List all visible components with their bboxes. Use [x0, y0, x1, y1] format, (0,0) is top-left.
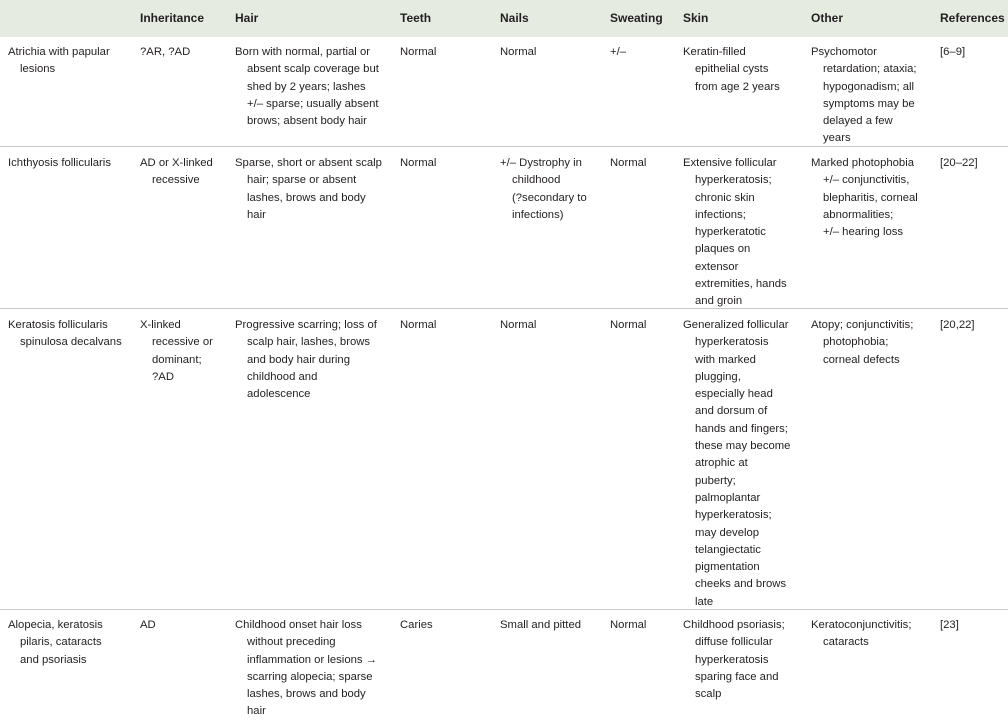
- cell-line: cheeks and brows: [695, 578, 787, 591]
- cell-line: retardation; ataxia;: [823, 63, 917, 76]
- cell-other: [811, 44, 917, 148]
- cell-line: scalp: [695, 688, 722, 701]
- cell-line: Childhood onset hair loss: [235, 619, 362, 631]
- cell-line: absent scalp coverage but: [247, 63, 379, 76]
- cell-line: corneal defects: [823, 353, 900, 366]
- cell-line: [23]: [940, 619, 959, 631]
- cell-line: Marked photophobia: [811, 157, 915, 169]
- cell-line: infections;: [695, 208, 746, 221]
- cell-line: inflammation or lesions →: [247, 653, 377, 666]
- cell-sweating: [610, 617, 646, 634]
- cell-line: Normal: [610, 157, 647, 169]
- cell-condition: [8, 44, 110, 79]
- cell-line: without preceding: [247, 636, 336, 649]
- cell-line: lesions: [20, 63, 56, 76]
- cell-line: cataracts: [823, 636, 869, 649]
- cell-references: [940, 44, 965, 61]
- cell-line: hyperkeratosis: [695, 336, 769, 349]
- cell-nails: [500, 44, 536, 61]
- cell-line: hypogonadism; all: [823, 80, 915, 93]
- cell-line: adolescence: [247, 388, 311, 401]
- row-divider: [0, 308, 1008, 309]
- header-other: Other: [811, 11, 844, 25]
- cell-line: ?AR, ?AD: [140, 46, 191, 58]
- cell-line: hands and fingers;: [695, 422, 788, 435]
- cell-line: pilaris, cataracts: [20, 636, 102, 649]
- cell-teeth: [400, 317, 436, 334]
- cell-references: [940, 317, 975, 334]
- cell-line: chronic skin: [695, 191, 755, 204]
- cell-line: +/– conjunctivitis,: [823, 174, 910, 187]
- cell-line: Normal: [400, 319, 437, 331]
- cell-line: hair; sparse or absent: [247, 174, 357, 187]
- cell-line: diffuse follicular: [695, 636, 773, 649]
- cell-hair: [235, 155, 382, 224]
- cell-line: Sparse, short or absent scalp: [235, 157, 382, 169]
- cell-line: Small and pitted: [500, 619, 582, 631]
- cell-line: Keratosis follicularis: [8, 319, 108, 331]
- header-teeth: Teeth: [400, 11, 432, 25]
- cell-line: and body hair during: [247, 353, 351, 366]
- cell-line: scarring alopecia; sparse: [247, 670, 373, 683]
- cell-teeth: [400, 617, 433, 634]
- cell-teeth: [400, 155, 436, 172]
- cell-line: +/– Dystrophy in: [500, 157, 582, 169]
- cell-condition: [8, 155, 111, 172]
- cell-line: sparing face and: [695, 670, 779, 683]
- cell-sweating: [610, 44, 626, 61]
- cell-line: extensor: [695, 260, 739, 273]
- cell-line: [20,22]: [940, 319, 975, 331]
- cell-line: lashes, brows and body: [247, 191, 366, 204]
- cell-inheritance: [140, 317, 213, 386]
- cell-line: AD or X-linked: [140, 157, 213, 169]
- cell-nails: [500, 155, 587, 224]
- cell-line: [20–22]: [940, 157, 978, 169]
- cell-line: delayed a few: [823, 115, 893, 128]
- cell-line: plugging,: [695, 370, 741, 383]
- cell-line: spinulosa decalvans: [20, 336, 122, 349]
- cell-line: Childhood psoriasis;: [683, 619, 785, 631]
- cell-line: infections): [512, 208, 564, 221]
- header-inheritance: Inheritance: [140, 11, 205, 25]
- header-references: References: [940, 11, 1005, 25]
- cell-line: AD: [140, 619, 156, 631]
- cell-references: [940, 617, 959, 634]
- cell-line: lashes, brows and body: [247, 688, 366, 701]
- cell-line: ?AD: [152, 370, 174, 383]
- cell-line: pigmentation: [695, 561, 760, 574]
- cell-line: hyperkeratotic: [695, 226, 766, 239]
- cell-other: [811, 155, 918, 241]
- cell-line: (?secondary to: [512, 191, 587, 204]
- cell-line: extremities, hands: [695, 278, 787, 291]
- cell-sweating: [610, 317, 646, 334]
- cell-skin: [683, 317, 790, 611]
- cell-line: Ichthyosis follicularis: [8, 157, 111, 169]
- row-divider: [0, 609, 1008, 610]
- header-skin: Skin: [683, 11, 709, 25]
- cell-skin: [683, 44, 780, 96]
- cell-nails: [500, 317, 536, 334]
- cell-line: with marked: [695, 353, 756, 366]
- cell-line: recessive: [152, 174, 200, 187]
- cell-line: Extensive follicular: [683, 157, 777, 169]
- cell-line: from age 2 years: [695, 80, 780, 93]
- cell-condition: [8, 617, 103, 669]
- cell-line: Atrichia with papular: [8, 46, 110, 58]
- cell-line: photophobia;: [823, 336, 889, 349]
- cell-line: +/–: [610, 46, 627, 58]
- cell-line: hair: [247, 208, 266, 221]
- cell-line: Normal: [400, 157, 437, 169]
- cell-line: symptoms may be: [823, 97, 915, 110]
- cell-line: plaques on: [695, 243, 751, 256]
- cell-nails: [500, 617, 581, 634]
- cell-line: Keratin-filled: [683, 46, 746, 58]
- cell-skin: [683, 155, 787, 311]
- cell-line: hair: [247, 705, 266, 718]
- cell-line: Caries: [400, 619, 433, 631]
- cell-hair: [235, 44, 379, 130]
- cell-line: hyperkeratosis;: [695, 509, 772, 522]
- cell-line: hyperkeratosis;: [695, 174, 772, 187]
- cell-line: may develop: [695, 526, 760, 539]
- cell-line: Normal: [610, 619, 647, 631]
- cell-line: brows; absent body hair: [247, 115, 367, 128]
- cell-line: dominant;: [152, 353, 202, 366]
- cell-line: Atopy; conjunctivitis;: [811, 319, 914, 331]
- cell-line: Born with normal, partial or: [235, 46, 370, 58]
- cell-line: hyperkeratosis: [695, 653, 769, 666]
- cell-skin: [683, 617, 785, 703]
- cell-teeth: [400, 44, 436, 61]
- cell-line: Progressive scarring; loss of: [235, 319, 377, 331]
- cell-inheritance: [140, 155, 213, 190]
- header-nails: Nails: [500, 11, 529, 25]
- cell-line: Normal: [500, 319, 537, 331]
- header-hair: Hair: [235, 11, 259, 25]
- cell-line: telangiectatic: [695, 543, 761, 556]
- cell-line: late: [695, 595, 714, 608]
- cell-line: these may become: [695, 440, 791, 453]
- cell-line: +/– sparse; usually absent: [247, 97, 379, 110]
- cell-line: [6–9]: [940, 46, 966, 58]
- cell-line: shed by 2 years; lashes: [247, 80, 366, 93]
- cell-hair: [235, 617, 377, 721]
- cell-line: X-linked: [140, 319, 181, 331]
- cell-other: [811, 617, 911, 652]
- cell-line: scalp hair, lashes, brows: [247, 336, 371, 349]
- cell-inheritance: [140, 44, 190, 61]
- cell-line: Keratoconjunctivitis;: [811, 619, 912, 631]
- cell-other: [811, 317, 913, 369]
- table-header-row: [0, 0, 1008, 37]
- cell-line: and dorsum of: [695, 405, 768, 418]
- cell-line: Normal: [400, 46, 437, 58]
- cell-hair: [235, 317, 377, 403]
- cell-line: Alopecia, keratosis: [8, 619, 103, 631]
- cell-line: Psychomotor: [811, 46, 877, 58]
- cell-line: Generalized follicular: [683, 319, 789, 331]
- cell-line: +/– hearing loss: [823, 226, 904, 239]
- cell-sweating: [610, 155, 646, 172]
- cell-line: childhood: [512, 174, 561, 187]
- cell-line: Normal: [500, 46, 537, 58]
- cell-line: atrophic at: [695, 457, 748, 470]
- cell-line: epithelial cysts: [695, 63, 769, 76]
- cell-condition: [8, 317, 122, 352]
- header-sweating: Sweating: [610, 11, 663, 25]
- cell-line: blepharitis, corneal: [823, 191, 918, 204]
- cell-line: childhood and: [247, 370, 318, 383]
- cell-line: palmoplantar: [695, 491, 761, 504]
- cell-line: Normal: [610, 319, 647, 331]
- cell-line: especially head: [695, 388, 773, 401]
- cell-line: years: [823, 132, 851, 145]
- cell-line: and groin: [695, 295, 743, 308]
- cell-line: abnormalities;: [823, 208, 894, 221]
- cell-references: [940, 155, 978, 172]
- cell-line: recessive or: [152, 336, 213, 349]
- cell-inheritance: [140, 617, 156, 634]
- cell-line: puberty;: [695, 474, 736, 487]
- cell-line: and psoriasis: [20, 653, 87, 666]
